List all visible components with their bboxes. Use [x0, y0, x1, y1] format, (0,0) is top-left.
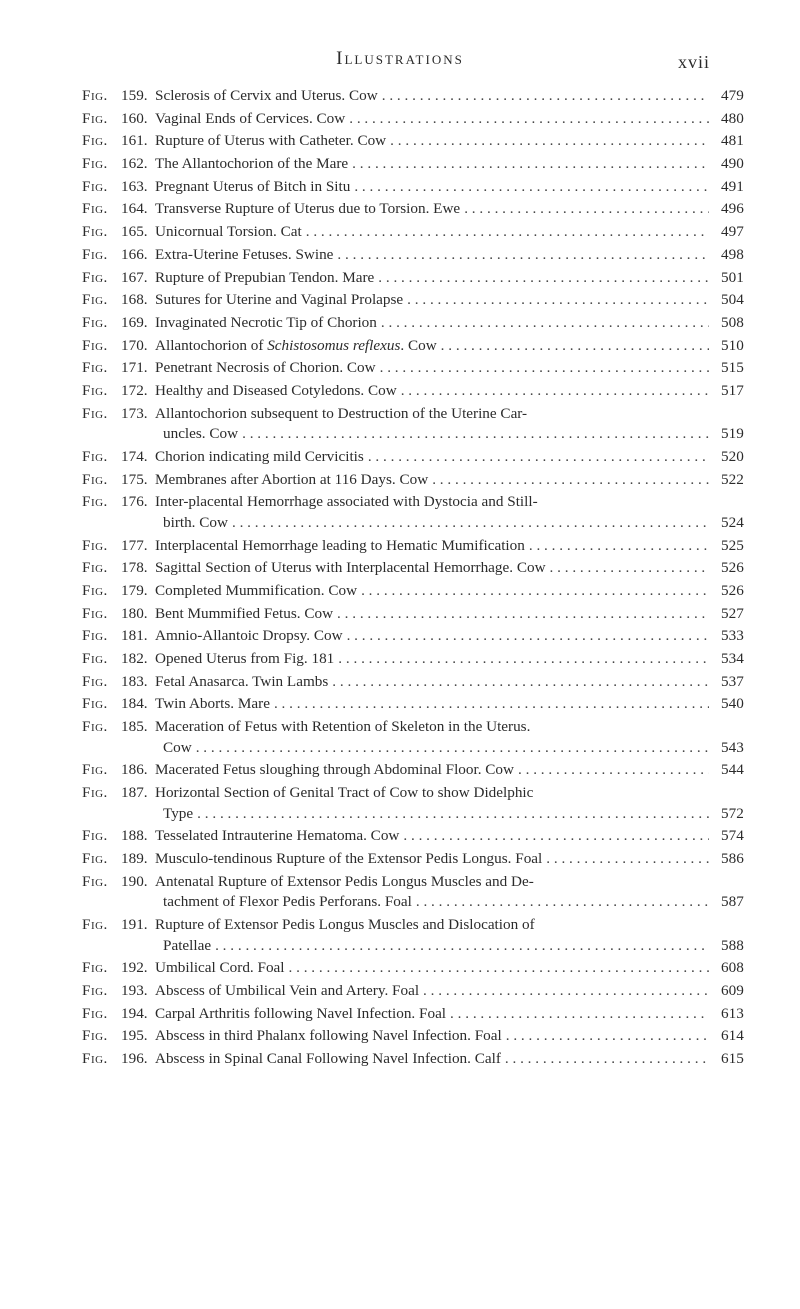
dot-leader [441, 336, 709, 357]
page-ref: 609 [721, 981, 744, 999]
page-ref: 588 [721, 936, 744, 954]
page-ref: 491 [721, 177, 744, 195]
fig-caption: Inter-placental Hemorrhage associated with Dystocia and Still- [155, 493, 538, 511]
fig-label: Fig. [82, 109, 108, 127]
fig-caption: Extra-Uterine Fetuses. Swine [155, 245, 334, 263]
list-item [0, 313, 800, 334]
fig-caption: Maceration of Fetus with Retention of Skeleton in the Uterus. [155, 718, 531, 736]
page-ref: 524 [721, 513, 744, 531]
fig-label: Fig. [82, 672, 108, 690]
fig-number: 168. [121, 291, 148, 309]
page-ref: 515 [721, 359, 744, 377]
fig-number: 181. [121, 627, 148, 645]
dot-leader [382, 86, 709, 107]
list-item [0, 581, 800, 602]
fig-number: 164. [121, 200, 148, 218]
dot-leader [550, 558, 709, 579]
fig-number: 170. [121, 336, 148, 354]
dot-leader [197, 804, 709, 825]
list-item [0, 222, 800, 243]
fig-caption: Horizontal Section of Genital Tract of Cow to show Didelphic [155, 784, 534, 802]
fig-number: 165. [121, 223, 148, 241]
page-ref: 533 [721, 627, 744, 645]
fig-number: 188. [121, 827, 148, 845]
page-ref: 574 [721, 827, 744, 845]
fig-label: Fig. [82, 493, 108, 511]
dot-leader [378, 268, 709, 289]
fig-caption: Pregnant Uterus of Bitch in Situ [155, 177, 351, 195]
fig-caption: Cow [163, 738, 192, 756]
dot-leader [401, 381, 709, 402]
fig-label: Fig. [82, 559, 108, 577]
fig-caption: Fetal Anasarca. Twin Lambs [155, 672, 329, 690]
fig-caption: Bent Mummified Fetus. Cow [155, 604, 334, 622]
list-item [0, 915, 800, 956]
page-ref: 517 [721, 381, 744, 399]
list-item [0, 109, 800, 130]
page-ref: 586 [721, 850, 744, 867]
fig-caption: tachment of Flexor Pedis Perforans. Foal [163, 893, 412, 911]
list-item [0, 290, 800, 311]
fig-number: 173. [121, 404, 148, 422]
page-ref: 614 [721, 1027, 744, 1045]
fig-caption: Type [163, 804, 194, 822]
fig-caption: Membranes after Abortion at 116 Days. Cow [155, 470, 429, 488]
list-item [0, 981, 800, 1002]
dot-leader [354, 177, 709, 198]
dot-leader [368, 447, 709, 468]
page-ref: 540 [721, 695, 744, 713]
fig-label: Fig. [82, 959, 108, 977]
fig-number: 186. [121, 761, 148, 779]
dot-leader [380, 358, 709, 379]
fig-caption: Patellae [163, 936, 212, 954]
fig-number: 169. [121, 313, 148, 331]
fig-number: 182. [121, 650, 148, 667]
fig-number: 160. [121, 109, 148, 127]
fig-label: Fig. [82, 200, 108, 218]
dot-leader [407, 290, 709, 311]
dot-leader [196, 738, 709, 759]
fig-caption: Rupture of Uterus with Catheter. Cow [155, 132, 387, 150]
dot-leader [416, 892, 709, 913]
fig-label: Fig. [82, 381, 108, 399]
fig-caption: Sutures for Uterine and Vaginal Prolapse [155, 291, 404, 309]
fig-caption: birth. Cow [163, 513, 228, 531]
fig-label: Fig. [82, 223, 108, 241]
page-ref: 544 [721, 761, 744, 779]
list-item [0, 268, 800, 289]
list-item [0, 381, 800, 402]
dot-leader [381, 313, 709, 334]
fig-number: 178. [121, 559, 148, 577]
list-item [0, 404, 800, 445]
fig-caption: Rupture of Prepubian Tendon. Mare [155, 268, 375, 286]
dot-leader [349, 109, 709, 130]
page-ref: 613 [721, 1004, 744, 1022]
fig-caption: Antenatal Rupture of Extensor Pedis Longus Muscles and De- [155, 872, 534, 890]
fig-number: 187. [121, 784, 148, 802]
fig-label: Fig. [82, 784, 108, 802]
dot-leader [274, 694, 709, 715]
fig-number: 179. [121, 581, 148, 599]
list-item [0, 358, 800, 379]
fig-label: Fig. [82, 627, 108, 645]
fig-caption: Abscess of Umbilical Vein and Artery. Foal [155, 981, 420, 999]
fig-label: Fig. [82, 87, 108, 104]
list-item [0, 826, 800, 847]
fig-label: Fig. [82, 404, 108, 422]
list-item [0, 849, 800, 870]
fig-label: Fig. [82, 1050, 108, 1067]
fig-label: Fig. [82, 761, 108, 779]
fig-caption: Interplacental Hemorrhage leading to Hematic Mumification [155, 536, 525, 554]
list-item [0, 154, 800, 175]
page-ref: 510 [721, 336, 744, 354]
fig-label: Fig. [82, 850, 108, 867]
list-item [0, 536, 800, 557]
list-item [0, 694, 800, 715]
fig-number: 175. [121, 470, 148, 488]
list-item [0, 604, 800, 625]
fig-caption: Rupture of Extensor Pedis Longus Muscles and Dislocation of [155, 915, 535, 933]
list-item [0, 760, 800, 781]
page-ref: 526 [721, 581, 744, 599]
list-item [0, 717, 800, 758]
fig-label: Fig. [82, 245, 108, 263]
fig-label: Fig. [82, 604, 108, 622]
page-ref: 508 [721, 313, 744, 331]
fig-caption: Allantochorion subsequent to Destruction of the Uterine Car- [155, 404, 528, 422]
fig-label: Fig. [82, 650, 108, 667]
list-item [0, 1049, 800, 1070]
fig-number: 166. [121, 245, 148, 263]
page-ref: 608 [721, 959, 744, 977]
fig-label: Fig. [82, 536, 108, 554]
list-item [0, 447, 800, 468]
fig-caption: Penetrant Necrosis of Chorion. Cow [155, 359, 376, 377]
fig-label: Fig. [82, 718, 108, 736]
list-item [0, 783, 800, 824]
list-item [0, 626, 800, 647]
list-item [0, 131, 800, 152]
list-item [0, 1004, 800, 1025]
dot-leader [332, 672, 709, 693]
list-item [0, 199, 800, 220]
page-ref: 501 [721, 268, 744, 286]
dot-leader [289, 958, 709, 979]
page-ref: 615 [721, 1050, 744, 1067]
dot-leader [242, 424, 709, 445]
dot-leader [423, 981, 709, 1002]
fig-caption: Chorion indicating mild Cervicitis [155, 447, 364, 465]
fig-label: Fig. [82, 470, 108, 488]
fig-number: 172. [121, 381, 148, 399]
page-ref: 526 [721, 559, 744, 577]
fig-caption: Macerated Fetus sloughing through Abdominal Floor. Cow [155, 761, 514, 779]
fig-number: 191. [121, 915, 148, 933]
list-item [0, 958, 800, 979]
fig-label: Fig. [82, 359, 108, 377]
fig-label: Fig. [82, 313, 108, 331]
fig-label: Fig. [82, 291, 108, 309]
fig-label: Fig. [82, 827, 108, 845]
dot-leader [529, 536, 709, 557]
fig-label: Fig. [82, 447, 108, 465]
fig-caption: Sclerosis of Cervix and Uterus. Cow [155, 87, 378, 104]
dot-leader [337, 245, 709, 266]
fig-label: Fig. [82, 268, 108, 286]
list-item [0, 492, 800, 533]
page-ref: 527 [721, 604, 744, 622]
fig-number: 161. [121, 132, 148, 150]
dot-leader [505, 1049, 709, 1070]
fig-number: 176. [121, 493, 148, 511]
fig-caption: Healthy and Diseased Cotyledons. Cow [155, 381, 397, 399]
dot-leader [352, 154, 709, 175]
page-ref: 543 [721, 738, 744, 756]
page-ref: 572 [721, 804, 744, 822]
fig-caption: Sagittal Section of Uterus with Interplacental Hemorrhage. Cow [155, 559, 546, 577]
fig-number: 192. [121, 959, 148, 977]
fig-label: Fig. [82, 915, 108, 933]
fig-number: 180. [121, 604, 148, 622]
list-item [0, 86, 800, 107]
page-ref: 480 [721, 109, 744, 127]
fig-caption: The Allantochorion of the Mare [155, 155, 349, 173]
fig-number: 162. [121, 155, 148, 173]
illustrations-list [0, 86, 800, 1072]
list-item [0, 649, 800, 670]
dot-leader [518, 760, 709, 781]
fig-caption: uncles. Cow [163, 425, 239, 443]
page-ref: 504 [721, 291, 744, 309]
fig-number: 195. [121, 1027, 148, 1045]
fig-number: 159. [121, 87, 148, 104]
page-ref: 490 [721, 155, 744, 173]
dot-leader [432, 470, 709, 491]
dot-leader [546, 849, 709, 870]
page-ref: 519 [721, 425, 744, 443]
fig-number: 185. [121, 718, 148, 736]
fig-label: Fig. [82, 981, 108, 999]
dot-leader [464, 199, 709, 220]
fig-caption: Opened Uterus from Fig. 181 [155, 650, 335, 667]
fig-caption: Carpal Arthritis following Navel Infection. Foal [155, 1004, 447, 1022]
fig-label: Fig. [82, 1027, 108, 1045]
fig-label: Fig. [82, 132, 108, 150]
fig-caption: Unicornual Torsion. Cat [155, 223, 302, 241]
fig-caption: Abscess in third Phalanx following Navel Infection. Foal [155, 1027, 502, 1045]
fig-caption: Amnio-Allantoic Dropsy. Cow [155, 627, 343, 645]
list-item [0, 1026, 800, 1047]
fig-number: 184. [121, 695, 148, 713]
fig-label: Fig. [82, 155, 108, 173]
list-item [0, 470, 800, 491]
list-item [0, 558, 800, 579]
fig-caption: Umbilical Cord. Foal [155, 959, 285, 977]
page-header [0, 48, 800, 78]
fig-label: Fig. [82, 581, 108, 599]
fig-label: Fig. [82, 336, 108, 354]
dot-leader [450, 1004, 709, 1025]
list-item [0, 872, 800, 913]
fig-number: 163. [121, 177, 148, 195]
fig-caption: Twin Aborts. Mare [155, 695, 270, 713]
dot-leader [361, 581, 709, 602]
fig-caption: Tesselated Intrauterine Hematoma. Cow [155, 827, 400, 845]
page-ref: 498 [721, 245, 744, 263]
fig-number: 196. [121, 1050, 148, 1067]
dot-leader [506, 1026, 709, 1047]
fig-number: 174. [121, 447, 148, 465]
fig-number: 189. [121, 850, 148, 867]
page-ref: 522 [721, 470, 744, 488]
page-ref: 520 [721, 447, 744, 465]
fig-caption: Allantochorion of Schistosomus reflexus. Cow [155, 336, 437, 354]
fig-caption: Musculo-tendinous Rupture of the Extensor Pedis Longus. Foal [155, 850, 543, 867]
fig-caption: Completed Mummification. Cow [155, 581, 358, 599]
page-ref: 481 [721, 132, 744, 150]
dot-leader [215, 936, 709, 957]
page-ref: 496 [721, 200, 744, 218]
page-ref: 587 [721, 893, 744, 911]
page-ref: 525 [721, 536, 744, 554]
fig-number: 167. [121, 268, 148, 286]
page-ref: 534 [721, 650, 744, 667]
dot-leader [403, 826, 709, 847]
page-ref: 537 [721, 672, 744, 690]
dot-leader [232, 513, 709, 534]
fig-label: Fig. [82, 177, 108, 195]
dot-leader [337, 604, 709, 625]
fig-label: Fig. [82, 1004, 108, 1022]
fig-caption: Transverse Rupture of Uterus due to Torsion. Ewe [155, 200, 461, 218]
list-item [0, 336, 800, 357]
page-ref: 479 [721, 87, 744, 104]
list-item [0, 672, 800, 693]
fig-label: Fig. [82, 872, 108, 890]
page-ref: 497 [721, 223, 744, 241]
running-title: Illustrations [336, 48, 464, 69]
fig-number: 190. [121, 872, 148, 890]
fig-label: Fig. [82, 695, 108, 713]
fig-number: 193. [121, 981, 148, 999]
fig-caption: Invaginated Necrotic Tip of Chorion [155, 313, 377, 331]
dot-leader [338, 649, 709, 670]
fig-number: 171. [121, 359, 148, 377]
list-item [0, 177, 800, 198]
dot-leader [306, 222, 709, 243]
list-item [0, 245, 800, 266]
fig-number: 183. [121, 672, 148, 690]
page-number: xvii [677, 52, 710, 72]
fig-number: 177. [121, 536, 148, 554]
fig-number: 194. [121, 1004, 148, 1022]
fig-caption: Vaginal Ends of Cervices. Cow [155, 109, 346, 127]
dot-leader [390, 131, 709, 152]
dot-leader [347, 626, 709, 647]
fig-caption: Abscess in Spinal Canal Following Navel Infection. Calf [155, 1050, 501, 1067]
